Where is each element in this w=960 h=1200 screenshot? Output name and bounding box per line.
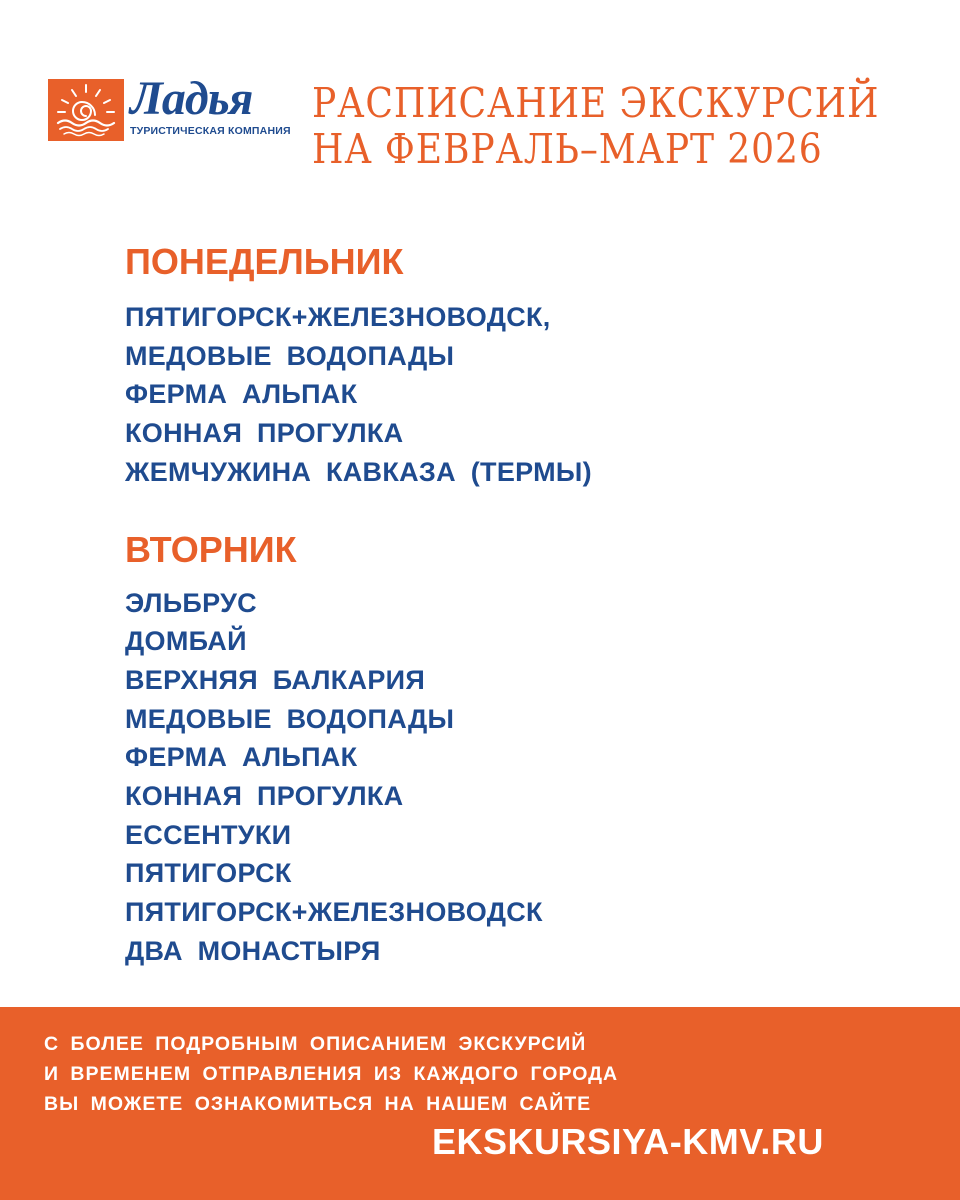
monday-excursion-list — [125, 298, 925, 492]
title-line-2: НА ФЕВРАЛЬ–МАРТ 2026 — [312, 125, 823, 173]
excursion-item: ЖЕМЧУЖИНА КАВКАЗА (ТЕРМЫ) — [125, 456, 592, 487]
excursion-item: ПЯТИГОРСК — [125, 858, 292, 889]
footer-note — [44, 1029, 618, 1119]
excursion-item: ЕССЕНТУКИ — [125, 819, 292, 850]
footer-line-2: И ВРЕМЕНЕМ ОТПРАВЛЕНИЯ ИЗ КАЖДОГО ГОРОДА — [44, 1063, 619, 1085]
excursion-item: ВЕРХНЯЯ БАЛКАРИЯ — [125, 664, 426, 695]
excursion-item: ПЯТИГОРСК+ЖЕЛЕЗНОВОДСК — [125, 897, 543, 928]
footer-line-1: С БОЛЕЕ ПОДРОБНЫМ ОПИСАНИЕМ ЭКСКУРСИЙ — [44, 1033, 587, 1055]
monday-section — [125, 238, 925, 492]
brand-name: Ладья — [130, 72, 253, 125]
excursion-item: МЕДОВЫЕ ВОДОПАДЫ — [125, 703, 455, 734]
excursion-item: КОННАЯ ПРОГУЛКА — [125, 418, 404, 449]
header — [0, 0, 960, 200]
day-heading-tuesday: ВТОРНИК — [125, 528, 297, 570]
excursion-item: ДОМБАЙ — [125, 626, 247, 657]
excursion-item: КОННАЯ ПРОГУЛКА — [125, 781, 404, 812]
tuesday-section — [125, 526, 925, 971]
excursion-item: ФЕРМА АЛЬПАК — [125, 742, 358, 773]
tuesday-excursion-list — [125, 584, 925, 971]
day-heading-monday: ПОНЕДЕЛЬНИК — [125, 241, 404, 282]
website-link[interactable]: EKSKURSIYA-KMV.RU — [432, 1121, 824, 1162]
excursion-item: ДВА МОНАСТЫРЯ — [125, 935, 381, 966]
excursion-item: МЕДОВЫЕ ВОДОПАДЫ — [125, 340, 455, 371]
footer-banner — [0, 1007, 960, 1200]
footer-line-3: ВЫ МОЖЕТЕ ОЗНАКОМИТЬСЯ НА НАШЕМ САЙТЕ — [44, 1093, 592, 1115]
title-line-1: РАСПИСАНИЕ ЭКСКУРСИЙ — [312, 79, 880, 127]
excursion-item: ФЕРМА АЛЬПАК — [125, 379, 358, 410]
page-title — [312, 80, 879, 172]
excursion-item: ПЯТИГОРСК+ЖЕЛЕЗНОВОДСК, — [125, 302, 551, 332]
schedule — [125, 238, 925, 971]
brand-subtitle: ТУРИСТИЧЕСКАЯ КОМПАНИЯ — [130, 125, 291, 137]
sun-over-waves-icon — [48, 79, 124, 141]
excursion-item: ЭЛЬБРУС — [125, 587, 257, 618]
